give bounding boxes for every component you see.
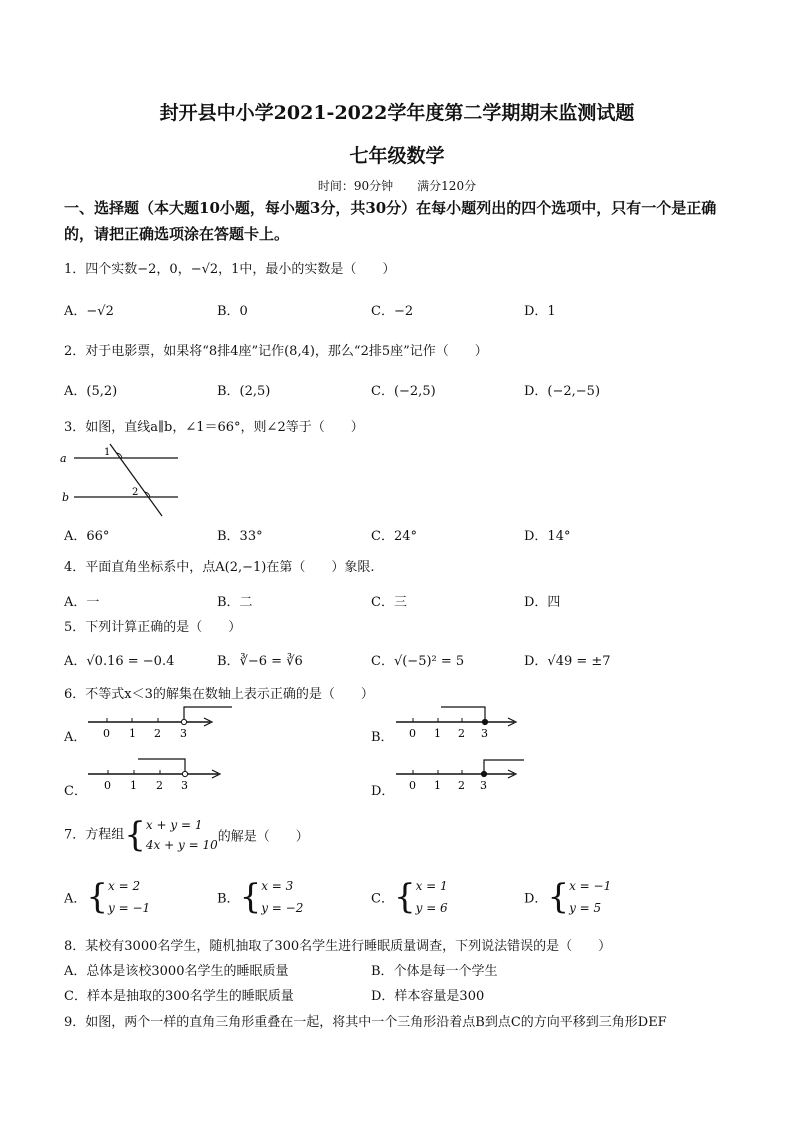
q8-option-c: C．样本是抽取的300名学生的睡眠质量 (64, 989, 294, 1004)
tick-1: 1 (434, 727, 441, 740)
q3-option-a: A．66° (64, 529, 110, 544)
line-a-label: a (60, 452, 67, 465)
q7-option-c (371, 875, 448, 919)
q3-option-c: C．24° (371, 529, 417, 544)
q7-c-line2: y = 6 (415, 901, 448, 915)
angle-2-label: 2 (132, 487, 139, 498)
q7-eq2: 4x + y = 10 (145, 838, 218, 852)
tick-0: 0 (409, 779, 416, 792)
tick-3: 3 (180, 727, 187, 740)
exam-info: 时间：90分钟 满分120分 (317, 179, 477, 193)
brace-icon: { (124, 815, 146, 855)
q4-option-d: D．四 (524, 595, 561, 610)
q4-option-a: A．一 (64, 595, 100, 610)
parallel-lines-figure (60, 440, 190, 520)
q7-suffix: 的解是（ ） (217, 829, 309, 845)
q3-option-b: B．33° (217, 529, 263, 544)
number-line-c (88, 756, 228, 792)
number-line-d (396, 756, 536, 792)
q1-option-c: C．−2 (371, 304, 414, 319)
tick-3: 3 (181, 779, 188, 792)
q7-a-line1: x = 2 (108, 879, 141, 893)
line-b-label: b (62, 491, 70, 504)
q7-b-label: B． (217, 891, 240, 907)
q5-option-d: D．√49 = ±7 (524, 654, 611, 669)
question-2-stem: 2．对于电影票，如果将“8排4座”记作(8,4)，那么“2排5座”记作（ ） (64, 344, 488, 359)
q7-a-line2: y = −1 (108, 901, 151, 915)
q7-option-d (524, 875, 611, 919)
question-5-stem: 5．下列计算正确的是（ ） (64, 620, 242, 635)
q6-option-a: A． (64, 730, 87, 745)
q8-option-a: A．总体是该校3000名学生的睡眠质量 (64, 964, 289, 979)
tick-1: 1 (129, 727, 136, 740)
q7-prefix: 7．方程组 (64, 827, 125, 843)
angle-1-label: 1 (104, 447, 111, 458)
question-3-stem: 3．如图，直线a∥b，∠1＝66°，则∠2等于（ ） (64, 420, 364, 435)
q7-a-label: A． (64, 891, 87, 907)
q2-option-a: A．(5,2) (64, 384, 118, 399)
q2-option-b: B．(2,5) (217, 384, 271, 399)
q7-d-line1: x = −1 (569, 879, 612, 893)
tick-3: 3 (480, 779, 487, 792)
q7-option-a (64, 875, 150, 919)
tick-2: 2 (458, 779, 465, 792)
tick-2: 2 (154, 727, 161, 740)
q6-option-b: B． (371, 730, 394, 745)
q1-option-d: D．1 (524, 304, 556, 319)
tick-2: 2 (156, 779, 163, 792)
question-7-stem (64, 815, 309, 855)
question-8-stem: 8．某校有3000名学生，随机抽取了300名学生进行睡眠质量调查，下列说法错误的是（ ） (64, 939, 612, 954)
q7-system (146, 815, 218, 855)
q7-eq1: x + y = 1 (145, 818, 203, 832)
brace-icon: { (86, 877, 109, 917)
tick-1: 1 (130, 779, 137, 792)
q8-option-d: D．样本容量是300 (371, 989, 485, 1004)
tick-1: 1 (434, 779, 441, 792)
question-9-stem: 9．如图，两个一样的直角三角形重叠在一起，将其中一个三角形沿着点B到点C的方向平移到三角形DEF (64, 1015, 667, 1030)
q6-option-c: C． (64, 784, 87, 799)
q7-d-line2: y = 5 (569, 901, 602, 915)
q4-option-b: B．二 (217, 595, 253, 610)
tick-0: 0 (104, 779, 111, 792)
question-4-stem: 4．平面直角坐标系中，点A(2,−1)在第（ ）象限. (64, 560, 375, 575)
tick-0: 0 (409, 727, 416, 740)
q3-option-d: D．14° (524, 529, 571, 544)
q7-d-label: D． (524, 891, 548, 907)
brace-icon: { (393, 877, 416, 917)
q7-c-line1: x = 1 (415, 879, 448, 893)
number-line-a (88, 704, 238, 740)
q2-option-c: C．(−2,5) (371, 384, 436, 399)
tick-0: 0 (103, 727, 110, 740)
brace-icon: { (547, 877, 570, 917)
q5-option-a: A．√0.16 = −0.4 (64, 654, 175, 669)
q4-option-c: C．三 (371, 595, 407, 610)
question-6-stem: 6．不等式x＜3的解集在数轴上表示正确的是（ ） (64, 687, 374, 702)
section-heading: 一、选择题（本大题10小题，每小题3分，共30分）在每小题列出的四个选项中，只有一个是正确的，请把正确选项涂在答题卡上。 (64, 199, 717, 243)
number-line-b (396, 704, 526, 740)
tick-2: 2 (458, 727, 465, 740)
q7-option-b (217, 875, 303, 919)
q7-b-line2: y = −2 (261, 901, 304, 915)
q7-c-label: C． (371, 891, 394, 907)
q7-b-line1: x = 3 (261, 879, 294, 893)
q5-option-c: C．√(−5)² = 5 (371, 654, 465, 669)
q8-option-b: B．个体是每一个学生 (371, 964, 498, 979)
question-1-stem: 1．四个实数−2，0，−√2，1中，最小的实数是（ ） (64, 262, 396, 277)
q1-option-b: B．0 (217, 304, 248, 319)
q2-option-d: D．(−2,−5) (524, 384, 601, 399)
exam-subtitle: 七年级数学 (349, 145, 445, 167)
tick-3: 3 (481, 727, 488, 740)
q6-option-d: D． (371, 784, 395, 799)
brace-icon: { (239, 877, 262, 917)
q5-option-b: B．∛−6 = ∛6 (217, 654, 303, 669)
q1-option-a: A．−√2 (64, 304, 114, 319)
exam-title: 封开县中小学2021-2022学年度第二学期期末监测试题 (159, 102, 635, 124)
